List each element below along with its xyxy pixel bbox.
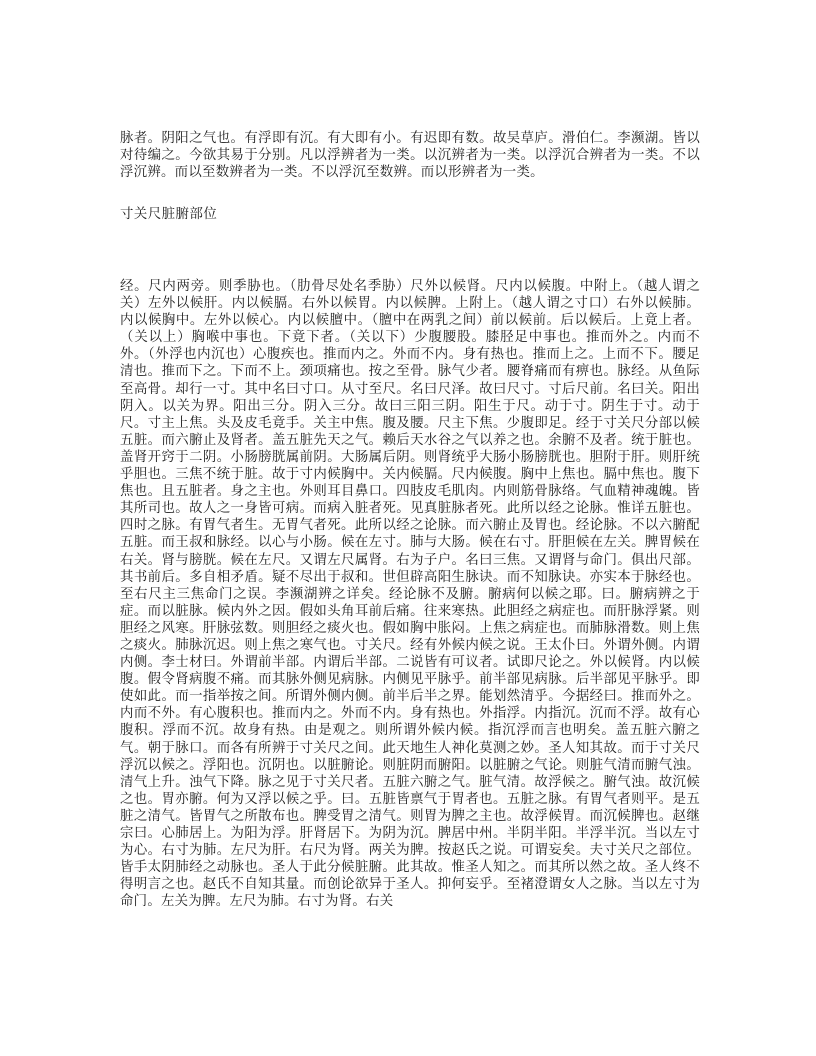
section-heading: 寸关尺脏腑部位 bbox=[120, 207, 218, 222]
intro-paragraph: 脉者。阴阳之气也。有浮即有沉。有大即有小。有迟即有数。故吴草庐。滑伯仁。李濒湖。皆以对待编之。今欲其易于分别。凡以浮辨者为一类。以沉辨者为一类。以浮沉合辨者为一类。不以浮沉辨。而以至数辨者为一类。不以浮沉至数辨。而以形辨者为一类。 bbox=[120, 131, 700, 181]
main-paragraph: 经。尺内两旁。则季胁也。（肋骨尽处名季胁）尺外以候肾。尺内以候腹。中附上。（越人谓之关）左外以候肝。内以候膈。右外以候胃。内以候脾。上附上。（越人谓之寸口）右外以候肺。内以候胸中。左外以候心。内以候膻中。（膻中在两乳之间）前以候前。后以候后。上竟上者。（关以上）胸喉中事也。下竟下者。（关以下）少腹腰股。膝胫足中事也。推而外之。内而不外。（外浮也内沉也）心腹疾也。推而内之。外而不内。身有热也。推而上之。上而不下。腰足清也。推而下之。下而不上。颈项痛也。按之至骨。脉气少者。腰脊痛而有痹也。脉经。从鱼际至高骨。却行一寸。其中名曰寸口。从寸至尺。名曰尺泽。故曰尺寸。寸后尺前。名曰关。阳出阴入。以关为界。阳出三分。阴入三分。故曰三阳三阴。阳生于尺。动于寸。阴生于寸。动于尺。寸主上焦。头及皮毛竟手。关主中焦。腹及腰。尺主下焦。少腹即足。经于寸关尺分部以候五脏。而六腑止及肾者。盖五脏先天之气。赖后天水谷之气以养之也。余腑不及者。统于脏也。盖肾开窍于二阴。小肠膀胱属前阴。大肠属后阴。则肾统乎大肠小肠膀胱也。胆附于肝。则肝统乎胆也。三焦不统于脏。故于寸内候胸中。关内候膈。尺内候腹。胸中上焦也。膈中焦也。腹下焦也。且五脏者。身之主也。外则耳目鼻口。四肢皮毛肌肉。内则筋骨脉络。气血精神魂魄。皆其所司也。故人之一身皆可病。而病入脏者死。见真脏脉者死。此所以经之论脉。惟详五脏也。四时之脉。有胃气者生。无胃气者死。此所以经之论脉。而六腑止及胃也。经论脉。不以六腑配五脏。而王叔和脉经。以心与小肠。候在左寸。肺与大肠。候在右寸。肝胆候在左关。脾胃候在右关。肾与膀胱。候在左尺。又谓左尺属肾。右为子户。名曰三焦。又谓肾与命门。俱出尺部。其书前后。多自相矛盾。疑不尽出于叔和。世但辟高阳生脉诀。而不知脉诀。亦实本于脉经也。至右尺主三焦命门之误。李濒湖辨之详矣。经论脉不及腑。腑病何以候之耶。曰。腑病辨之于症。而以脏脉。候内外之因。假如头角耳前后痛。往来寒热。此胆经之病症也。而肝脉浮紧。则胆经之风寒。肝脉弦数。则胆经之痰火也。假如胸中胀闷。上焦之病症也。而肺脉滑数。则上焦之痰火。肺脉沉迟。则上焦之寒气也。寸关尺。经有外候内候之说。王太仆曰。外谓外侧。内谓内侧。李士材曰。外谓前半部。内谓后半部。二说皆有可议者。试即尺论之。外以候肾。内以候腹。假令肾病腹不痛。而其脉外侧见病脉。内侧见平脉乎。前半部见病脉。后半部见平脉乎。即使如此。而一指举按之间。所谓外侧内侧。前半后半之界。能划然清乎。今据经曰。推而外之。内而不外。有心腹积也。推而内之。外而不内。身有热也。外指浮。内指沉。沉而不浮。故有心腹积。浮而不沉。故身有热。由是观之。则所谓外候内候。指沉浮而言也明矣。盖五脏六腑之气。朝于脉口。而各有所辨于寸关尺之间。此天地生人神化莫测之妙。圣人知其故。而于寸关尺浮沉以候之。浮阳也。沉阴也。以脏腑论。则脏阴而腑阳。以脏腑之气论。则脏气清而腑气浊。清气上升。浊气下降。脉之见于寸关尺者。五脏六腑之气。脏气清。故浮候之。腑气浊。故沉候之也。胃亦腑。何为又浮以候之乎。曰。五脏皆禀气于胃者也。五脏之脉。有胃气者则平。是五脏之清气。皆胃气之所散布也。脾受胃之清气。则胃为脾之主也。故浮候胃。而沉候脾也。赵继宗曰。心肺居上。为阳为浮。肝肾居下。为阴为沉。脾居中州。半阴半阳。半浮半沉。当以左寸为心。右寸为肺。左尺为肝。右尺为肾。两关为脾。按赵氏之说。可谓妄矣。夫寸关尺之部位。皆手太阴肺经之动脉也。圣人于此分候脏腑。此其故。惟圣人知之。而其所以然之故。圣人终不得明言之也。赵氏不自知其量。而创论欲异于圣人。抑何妄乎。至褚澄谓女人之脉。当以左寸为命门。左关为脾。左尺为肺。右寸为肾。右关 bbox=[120, 279, 700, 910]
